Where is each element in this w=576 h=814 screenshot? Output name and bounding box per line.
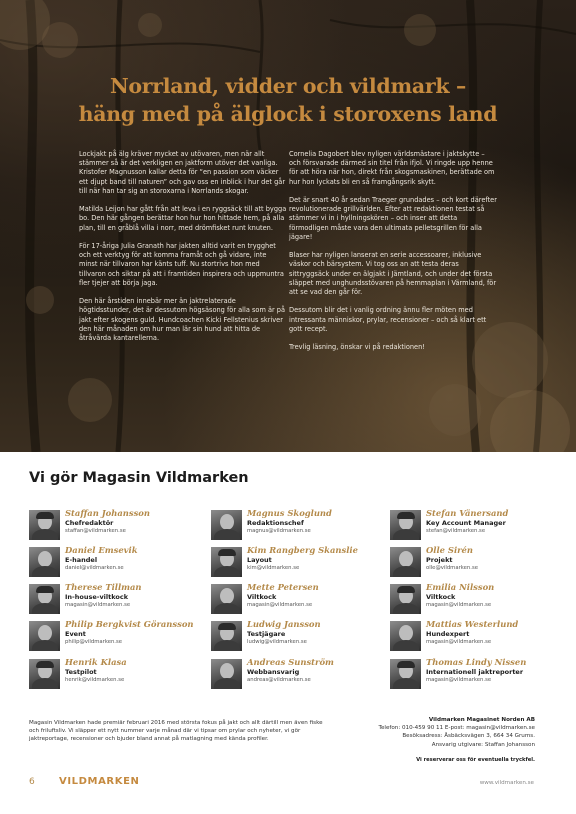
- team-member: [29, 510, 209, 544]
- avatar: [390, 659, 421, 689]
- paragraph: Lockjakt på älg kräver mycket av utövaren, men när allt stämmer så är det verkligen en jaktform utöver det vanliga. Kristofer Magnusson kallar detta för “en passion som väcker ett djupt band till naturen” och gav oss en inblick i hur det går till när han tar sig an storoxarna i Norrlands skogar.: [79, 150, 286, 195]
- member-email[interactable]: magasin@vildmarken.se: [65, 602, 131, 608]
- member-role: In-house-viltkock: [65, 593, 129, 601]
- member-email[interactable]: magasin@vildmarken.se: [426, 677, 492, 683]
- paragraph: Matilda Leijon har gått från att leva i en ryggsäck till att bygga bo. Den här gången berättar hon hur hon hittade hem, på alla plan, till en gråblå villa i norr, med drömfisket runt knuten.: [79, 205, 287, 232]
- imprint-reserve: Vi reserverar oss för eventuella tryckfel.: [416, 756, 535, 763]
- team-member: [211, 621, 391, 655]
- team-member: [390, 659, 570, 693]
- team-member: [211, 584, 391, 618]
- article-column-right: [289, 150, 497, 362]
- team-member: [390, 547, 570, 581]
- member-name: Staffan Johansson: [65, 508, 150, 518]
- paragraph: Cornelia Dagobert blev nyligen världsmästare i jaktskytte – och försvarade därmed sin titel från ifjol. Vi ringde upp henne för att höra när hon, direkt från skogsmaskinen, berättade om hur hon lyckats bli en så framgångsrik skytt.: [289, 150, 495, 186]
- member-name: Thomas Lindy Nissen: [426, 657, 527, 667]
- avatar: [29, 510, 60, 540]
- avatar: [211, 584, 242, 614]
- member-name: Kim Rangberg Skanslie: [247, 545, 358, 555]
- page-number: 6: [29, 777, 35, 787]
- team-title: Vi gör Magasin Vildmarken: [29, 470, 249, 486]
- avatar: [29, 547, 60, 577]
- headline-line-1: Norrland, vidder och vildmark –: [109, 74, 467, 98]
- imprint-publisher: Ansvarig utgivare: Staffan Johansson: [431, 741, 535, 748]
- article-column-left: [79, 150, 287, 352]
- team-member: [29, 659, 209, 693]
- team-member: [390, 510, 570, 544]
- member-role: Testjägare: [247, 630, 286, 638]
- member-role: Viltkock: [426, 593, 456, 601]
- imprint-company: Vildmarken Magasinet Norden AB: [428, 717, 535, 723]
- member-email[interactable]: philip@vildmarken.se: [65, 639, 123, 645]
- member-email[interactable]: olle@vildmarken.se: [426, 565, 478, 571]
- avatar: [211, 621, 242, 651]
- imprint-phone: Telefon: 010-459 90 11 E-post: magasin@vildmarken.se: [378, 725, 535, 732]
- team-member: [211, 547, 391, 581]
- avatar: [390, 621, 421, 651]
- member-email[interactable]: staffan@vildmarken.se: [65, 528, 126, 534]
- member-role: Event: [65, 630, 86, 638]
- team-member: [29, 547, 209, 581]
- member-role: Hundexpert: [426, 630, 470, 638]
- team-member: [390, 584, 570, 618]
- member-email[interactable]: magnus@vildmarken.se: [247, 528, 311, 534]
- member-name: Philip Bergkvist Göransson: [65, 619, 194, 629]
- avatar: [29, 584, 60, 614]
- magazine-logo: VILDMARKEN: [59, 776, 140, 787]
- paragraph: Dessutom blir det i vanlig ordning ännu fler möten med intressanta människor, prylar, recensioner – och så klart ett gott recept.: [289, 306, 487, 333]
- article-headline: [40, 72, 536, 128]
- member-name: Therese Tillman: [65, 582, 142, 592]
- member-name: Stefan Vänersand: [426, 508, 509, 518]
- member-email[interactable]: stefan@vildmarken.se: [426, 528, 486, 534]
- paragraph: För 17-åriga Julia Granath har jakten alltid varit en trygghet och ett verktyg för att komma framåt och gå vidare, inte minst när tillvaron har känts tuff. Nu stortrivs hon med tillvaron och siktar på att i framtiden inspirera och uppmuntra fler tjejer att börja jaga.: [79, 242, 284, 287]
- website-url[interactable]: www.vildmarken.se: [479, 780, 534, 786]
- member-name: Mattias Westerlund: [426, 619, 519, 629]
- member-email[interactable]: henrik@vildmarken.se: [65, 677, 125, 683]
- paragraph: Det är snart 40 år sedan Traeger grundades – och kort därefter revolutionerade grillvärlden. Efter att redaktionen testat så stämmer vi in i hyllningskören – och inser att detta förmodligen måste vara den ultimata pelletsgrillen för alla jägare!: [289, 196, 497, 241]
- member-name: Emilia Nilsson: [426, 582, 495, 592]
- member-name: Andreas Sunström: [247, 657, 334, 667]
- member-role: Redaktionschef: [247, 519, 304, 527]
- team-member: [29, 584, 209, 618]
- member-name: Olle Sirén: [426, 545, 473, 555]
- team-member: [211, 659, 391, 693]
- member-email[interactable]: daniel@vildmarken.se: [65, 565, 124, 571]
- avatar: [390, 547, 421, 577]
- member-role: Chefredaktör: [65, 519, 114, 527]
- member-role: Internationell jaktreporter: [426, 668, 524, 676]
- avatar: [211, 659, 242, 689]
- about-text: Magasin Vildmarken hade premiär februari 2016 med största fokus på jakt och allt därtill men även fiske och friluftsliv. Vi släpper ett nytt nummer varje månad där vi tipsar om prylar och nyheter, vi gör jaktreportage, recensioner och bjuder bland annat på matlagning med kända profiler.: [29, 720, 323, 742]
- member-role: E-handel: [65, 556, 98, 564]
- paragraph: Trevlig läsning, önskar vi på redaktionen!: [289, 343, 425, 352]
- avatar: [211, 547, 242, 577]
- headline-line-2: häng med på älglock i storoxens land: [78, 102, 498, 126]
- member-role: Viltkock: [247, 593, 277, 601]
- member-name: Daniel Emsevik: [65, 545, 138, 555]
- paragraph: Den här årstiden innebär mer än jaktrelaterade högtidsstunder, det är dessutom högsäsong för alla som är på jakt efter skogens guld. Hundcoachen Kicki Fellstenius skriver den här månaden om hur man lär sin hund att hitta de åtråvärda kantarellerna.: [79, 297, 286, 343]
- member-email[interactable]: kim@vildmarken.se: [247, 565, 300, 571]
- paragraph: Blaser har nyligen lanserat en serie accessoarer, inklusive väskor och bärsystem. Vi tog oss an att testa deras sittryggsäck under en älgjakt i Jämtland, och under det första släppet med unghundsstövaren på hemmaplan i Värmland, för att se vad den går för.: [289, 251, 497, 297]
- avatar: [390, 584, 421, 614]
- member-name: Ludwig Jansson: [247, 619, 321, 629]
- member-name: Mette Petersen: [247, 582, 319, 592]
- member-role: Webbansvarig: [247, 668, 300, 676]
- member-name: Magnus Skoglund: [247, 508, 332, 518]
- avatar: [390, 510, 421, 540]
- member-role: Testpilot: [65, 668, 97, 676]
- avatar: [29, 621, 60, 651]
- imprint-address: Besöksadress: Åsbäcksvägen 3, 664 34 Grums.: [402, 733, 535, 740]
- team-member: [211, 510, 391, 544]
- member-role: Key Account Manager: [426, 519, 506, 527]
- member-email[interactable]: magasin@vildmarken.se: [247, 602, 313, 608]
- team-member: [29, 621, 209, 655]
- imprint: [305, 716, 535, 764]
- member-email[interactable]: magasin@vildmarken.se: [426, 602, 492, 608]
- member-email[interactable]: ludwig@vildmarken.se: [247, 639, 307, 645]
- member-role: Projekt: [426, 556, 453, 564]
- team-member: [390, 621, 570, 655]
- member-name: Henrik Klasa: [65, 657, 127, 667]
- member-role: Layout: [247, 556, 272, 564]
- avatar: [211, 510, 242, 540]
- member-email[interactable]: andreas@vildmarken.se: [247, 677, 311, 683]
- member-email[interactable]: magasin@vildmarken.se: [426, 639, 492, 645]
- avatar: [29, 659, 60, 689]
